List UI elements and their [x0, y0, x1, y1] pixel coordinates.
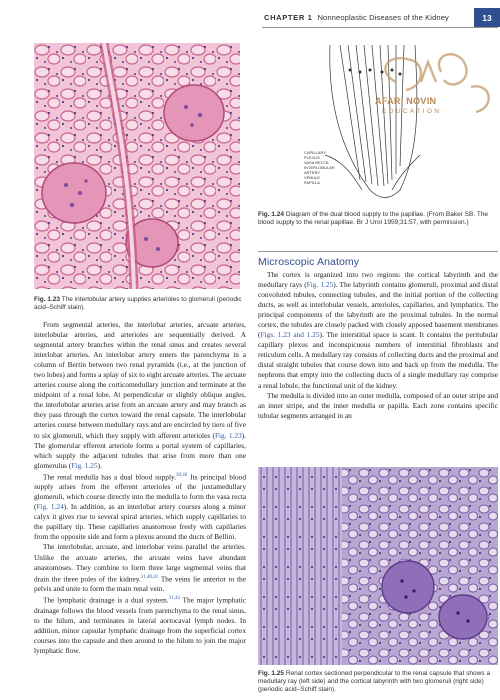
paragraph	[34, 320, 246, 471]
figure-1-23-micrograph	[34, 43, 240, 289]
paragraph: The medulla is divided into an outer medulla, composed of an outer stripe and an inner stripe, and the inner medulla or papilla. Each zone contains specific tubular segments arranged in an	[258, 390, 498, 420]
section-rule	[258, 251, 498, 252]
figure-1-23-label: Fig. 1.23	[34, 296, 61, 303]
text-run: The renal medulla has a dual blood supply.	[43, 472, 177, 482]
figure-1-25-label: Fig. 1.25	[258, 670, 285, 677]
running-header-text	[262, 13, 474, 22]
diagram-labels	[304, 150, 335, 185]
text-run: The interlobular, arcuate, and interlobar veins parallel the arteries. Unlike the arcuate arteries, the arcuate veins have abundant anastomoses. They combine to form three large segmental veins that drain the three poles of the kidney.	[34, 542, 246, 584]
figure-1-25-caption	[258, 670, 498, 695]
figure-1-23-text: The interlobular artery supplies arterioles to glomeruli (periodic acid–Schiff stain).	[34, 296, 242, 312]
micrograph-pas-stain	[258, 467, 498, 665]
figure-1-24-text: Diagram of the dual blood supply to the papillae. (From Baker SB. The blood supply to the renal papillae. Br J Urol 1959;31:57, with permission.)	[258, 211, 489, 227]
text-run: The lymphatic drainage is a dual system.	[43, 595, 169, 605]
figure-reference-link[interactable]: Fig. 1.24	[36, 502, 64, 512]
diagram-label: VASA RECTA	[304, 160, 329, 165]
diagram-label: PAPILLA	[304, 180, 320, 185]
figure-1-25-micrograph	[258, 467, 498, 665]
text-run: ). The interstitial space is scant. It contains the peritubular capillary plexus and inconspicuous numbers of interstitial fibroblasts and reticulum cells. A medullary ray consists of collecting ducts and the proximal and distal straight tubules that course down into and back up from the medulla. The nephrons that empty into the collecting ducts of a single medullary ray comprise a renal lobule, the functional unit of the kidney.	[258, 330, 498, 390]
paragraph	[258, 270, 498, 391]
figure-1-25-text: Renal cortex sectioned perpendicular to the renal capsule that shows a medullary ray (left side) and the cortical labyrinth with two glomeruli (right side) (periodic acid–Schiff stain).	[258, 670, 490, 694]
chapter-label: CHAPTER 1	[264, 13, 313, 22]
paragraph	[34, 471, 246, 543]
page-number: 13	[474, 8, 500, 27]
citation-superscript[interactable]: 39,40	[176, 472, 188, 478]
chapter-title: Nonneoplastic Diseases of the Kidney	[317, 13, 449, 22]
diagram-label: CAPILLARY	[304, 150, 326, 155]
figure-reference-link[interactable]: Fig. 1.25	[306, 280, 334, 290]
watermark-text: EDUCATION	[382, 108, 442, 115]
micrograph-pas-stain	[34, 43, 240, 289]
figure-1-24-label: Fig. 1.24	[258, 211, 285, 218]
figure-reference-link[interactable]: Fig. 1.23	[214, 430, 242, 440]
running-header	[262, 8, 500, 27]
text-run: The veins lie anterior to the pelvis and unite to form the main renal vein.	[34, 574, 246, 594]
figure-reference-link[interactable]: Fig. 1.25	[71, 460, 98, 470]
text-run: The cortex is organized into two regions: the cortical labyrinth and the medullary rays (	[258, 270, 498, 290]
left-column-text	[34, 320, 246, 656]
text-run: ). The labyrinth contains glomeruli, proximal and distal convoluted tubules, connecting tubules, and the initial portion of the collecting ducts, as well as interlobular vessels, arterioles, capillaries, and lymphatics. The principal components of the labyrinth are the proximal tubules. In the normal cortex, the tubules are closely packed with closely apposed basement membranes (	[258, 280, 498, 340]
header-rule	[262, 27, 498, 28]
diagram-label: PLEXUS	[304, 155, 320, 160]
section-heading: Microscopic Anatomy	[258, 256, 360, 268]
diagram-label: VENULE	[304, 175, 321, 180]
diagram-label: INTERLOBULAR	[304, 165, 335, 170]
text-run: ).	[97, 460, 102, 470]
right-column-text	[258, 270, 498, 421]
watermark-text: AFARI NOVIN	[375, 96, 437, 106]
figure-1-24-caption	[258, 211, 498, 227]
paragraph	[34, 594, 246, 656]
diagram-label: ARTERY	[304, 170, 321, 175]
citation-superscript[interactable]: 31,40,41	[140, 574, 159, 580]
text-run: Its principal blood supply arises from the efferent arterioles of the juxtamedullary glomeruli, which course directly into the medulla to form the vasa recta (	[34, 472, 247, 512]
paragraph	[34, 542, 246, 594]
text-run: ). In addition, as an interlobar artery courses along a minor calyx it gives rise to several spiral arteries, which supply capillaries to the papillary tip. These capillaries anastomose freely with capillaries from the opposite side and form a plexus around the ducts of Bellini.	[34, 502, 246, 542]
figure-1-23-caption	[34, 296, 244, 312]
figure-reference-link[interactable]: Figs. 1.23 and 1.25	[260, 330, 320, 340]
text-run: The major lymphatic drainage follows the blood vessels from parenchyma to the renal sinus, to the hilum, and terminates in lateral aortocaval lymph nodes. In addition, minor capsular lymphatic drainage from the superficial cortex courses into the capsule and then around to the hilum to join the major lymphatic flow.	[34, 595, 246, 655]
citation-superscript[interactable]: 31,44	[168, 596, 180, 602]
text-run: From segmental arteries, the interlobar arteries, arcuate arteries, interlobular arteries, and arterioles are sequentially derived. A segmental artery branches within the renal sinus and creates several interlobar arteries. An interlobar artery enters the parenchyma in a column of Bertin between two renal pyramids (i.e., at the junction of two lobes) and forms a splay of six to eight arcuate arteries. The arcuate arteries course along the corticomedullary junction and terminate at the midpoint of a renal lobe. At perpendicular or slightly oblique angles, the interlobular arteries arise from an arcuate artery and may branch as they pass through the cortex toward the renal capsule. The interlobular arteries course between medullary rays and are encircled by tiers of five to six glomeruli, which they supply with afferent arterioles (	[34, 320, 246, 440]
text-run: ). The glomerular efferent arteriole forms a portal system of capillaries, which supply the adjacent tubules that arise from more than one glomerulus (	[34, 430, 247, 470]
